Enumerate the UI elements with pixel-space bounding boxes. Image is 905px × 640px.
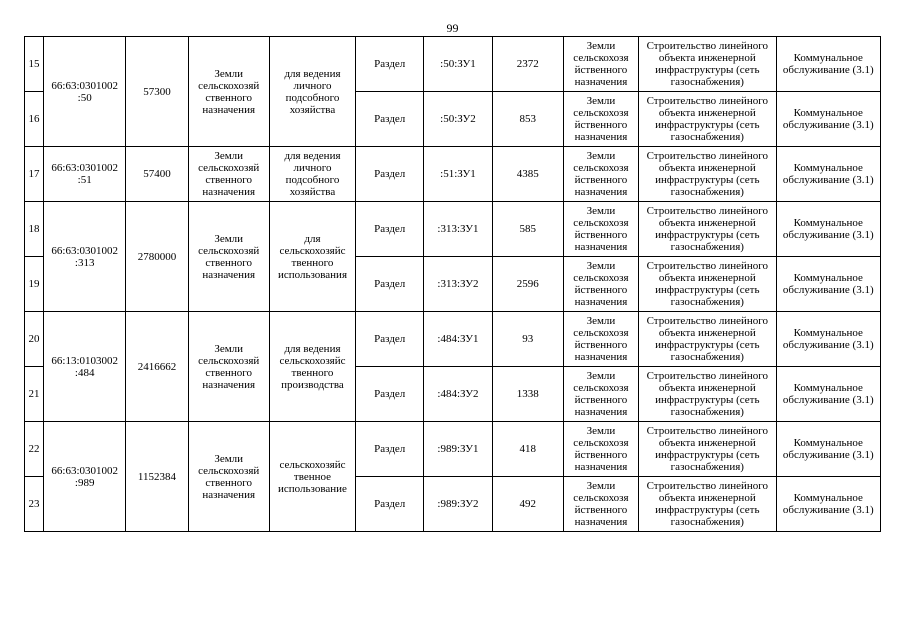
total-area: 2780000	[126, 202, 188, 312]
row-number: 17	[25, 147, 44, 202]
plot-designation: :50:ЗУ1	[424, 37, 492, 92]
section-type: Раздел	[356, 312, 424, 367]
table-row	[25, 202, 881, 257]
plot-purpose: Строительство линейного объекта инженерной инфраструктуры (сеть газоснабжения)	[639, 147, 776, 202]
service-type: Коммунальное обслуживание (3.1)	[776, 37, 880, 92]
service-type: Коммунальное обслуживание (3.1)	[776, 422, 880, 477]
service-type: Коммунальное обслуживание (3.1)	[776, 367, 880, 422]
plot-designation: :313:ЗУ2	[424, 257, 492, 312]
plot-category: Земли сельскохозя йственного назначения	[563, 312, 638, 367]
service-type: Коммунальное обслуживание (3.1)	[776, 477, 880, 532]
total-area: 1152384	[126, 422, 188, 532]
plot-purpose: Строительство линейного объекта инженерной инфраструктуры (сеть газоснабжения)	[639, 422, 776, 477]
cadastral-number: 66:63:0301002 :313	[44, 202, 126, 312]
row-number: 22	[25, 422, 44, 477]
plot-designation: :51:ЗУ1	[424, 147, 492, 202]
land-category: Земли сельскохозяй ственного назначения	[188, 37, 269, 147]
row-number: 15	[25, 37, 44, 92]
plot-area: 2372	[492, 37, 563, 92]
plot-designation: :989:ЗУ2	[424, 477, 492, 532]
plot-purpose: Строительство линейного объекта инженерной инфраструктуры (сеть газоснабжения)	[639, 477, 776, 532]
service-type: Коммунальное обслуживание (3.1)	[776, 92, 880, 147]
plot-category: Земли сельскохозя йственного назначения	[563, 422, 638, 477]
table-row	[25, 422, 881, 477]
land-category: Земли сельскохозяй ственного назначения	[188, 147, 269, 202]
service-type: Коммунальное обслуживание (3.1)	[776, 147, 880, 202]
plot-category: Земли сельскохозя йственного назначения	[563, 92, 638, 147]
plot-area: 492	[492, 477, 563, 532]
land-category: Земли сельскохозяй ственного назначения	[188, 312, 269, 422]
row-number: 18	[25, 202, 44, 257]
permitted-use: для сельскохозяйс твенного использования	[269, 202, 355, 312]
permitted-use: сельскохозяйс твенное использование	[269, 422, 355, 532]
total-area: 57400	[126, 147, 188, 202]
plot-area: 93	[492, 312, 563, 367]
plot-category: Земли сельскохозя йственного назначения	[563, 367, 638, 422]
cadastral-number: 66:13:0103002 :484	[44, 312, 126, 422]
permitted-use: для ведения сельскохозяйс твенного производства	[269, 312, 355, 422]
plot-purpose: Строительство линейного объекта инженерной инфраструктуры (сеть газоснабжения)	[639, 367, 776, 422]
table-row	[25, 147, 881, 202]
cadastral-number: 66:63:0301002 :51	[44, 147, 126, 202]
table-row	[25, 37, 881, 92]
section-type: Раздел	[356, 257, 424, 312]
plot-designation: :989:ЗУ1	[424, 422, 492, 477]
section-type: Раздел	[356, 367, 424, 422]
plot-purpose: Строительство линейного объекта инженерной инфраструктуры (сеть газоснабжения)	[639, 37, 776, 92]
plot-purpose: Строительство линейного объекта инженерной инфраструктуры (сеть газоснабжения)	[639, 312, 776, 367]
plot-purpose: Строительство линейного объекта инженерной инфраструктуры (сеть газоснабжения)	[639, 257, 776, 312]
permitted-use: для ведения личного подсобного хозяйства	[269, 37, 355, 147]
section-type: Раздел	[356, 37, 424, 92]
row-number: 20	[25, 312, 44, 367]
section-type: Раздел	[356, 422, 424, 477]
plot-category: Земли сельскохозя йственного назначения	[563, 37, 638, 92]
total-area: 2416662	[126, 312, 188, 422]
cadastral-number: 66:63:0301002 :989	[44, 422, 126, 532]
land-category: Земли сельскохозяй ственного назначения	[188, 422, 269, 532]
service-type: Коммунальное обслуживание (3.1)	[776, 312, 880, 367]
plot-category: Земли сельскохозя йственного назначения	[563, 257, 638, 312]
row-number: 19	[25, 257, 44, 312]
plot-area: 4385	[492, 147, 563, 202]
plot-purpose: Строительство линейного объекта инженерной инфраструктуры (сеть газоснабжения)	[639, 92, 776, 147]
land-plots-table	[24, 36, 881, 532]
row-number: 16	[25, 92, 44, 147]
plot-category: Земли сельскохозя йственного назначения	[563, 477, 638, 532]
plot-designation: :313:ЗУ1	[424, 202, 492, 257]
plot-area: 853	[492, 92, 563, 147]
section-type: Раздел	[356, 147, 424, 202]
plot-designation: :484:ЗУ1	[424, 312, 492, 367]
section-type: Раздел	[356, 202, 424, 257]
land-category: Земли сельскохозяй ственного назначения	[188, 202, 269, 312]
row-number: 23	[25, 477, 44, 532]
row-number: 21	[25, 367, 44, 422]
plot-category: Земли сельскохозя йственного назначения	[563, 147, 638, 202]
plot-area: 585	[492, 202, 563, 257]
plot-designation: :484:ЗУ2	[424, 367, 492, 422]
plot-area: 1338	[492, 367, 563, 422]
service-type: Коммунальное обслуживание (3.1)	[776, 257, 880, 312]
service-type: Коммунальное обслуживание (3.1)	[776, 202, 880, 257]
permitted-use: для ведения личного подсобного хозяйства	[269, 147, 355, 202]
cadastral-number: 66:63:0301002 :50	[44, 37, 126, 147]
total-area: 57300	[126, 37, 188, 147]
plot-category: Земли сельскохозя йственного назначения	[563, 202, 638, 257]
page-number: 99	[446, 21, 459, 35]
plot-area: 418	[492, 422, 563, 477]
plot-area: 2596	[492, 257, 563, 312]
table-row	[25, 312, 881, 367]
plot-designation: :50:ЗУ2	[424, 92, 492, 147]
plot-purpose: Строительство линейного объекта инженерной инфраструктуры (сеть газоснабжения)	[639, 202, 776, 257]
section-type: Раздел	[356, 92, 424, 147]
section-type: Раздел	[356, 477, 424, 532]
